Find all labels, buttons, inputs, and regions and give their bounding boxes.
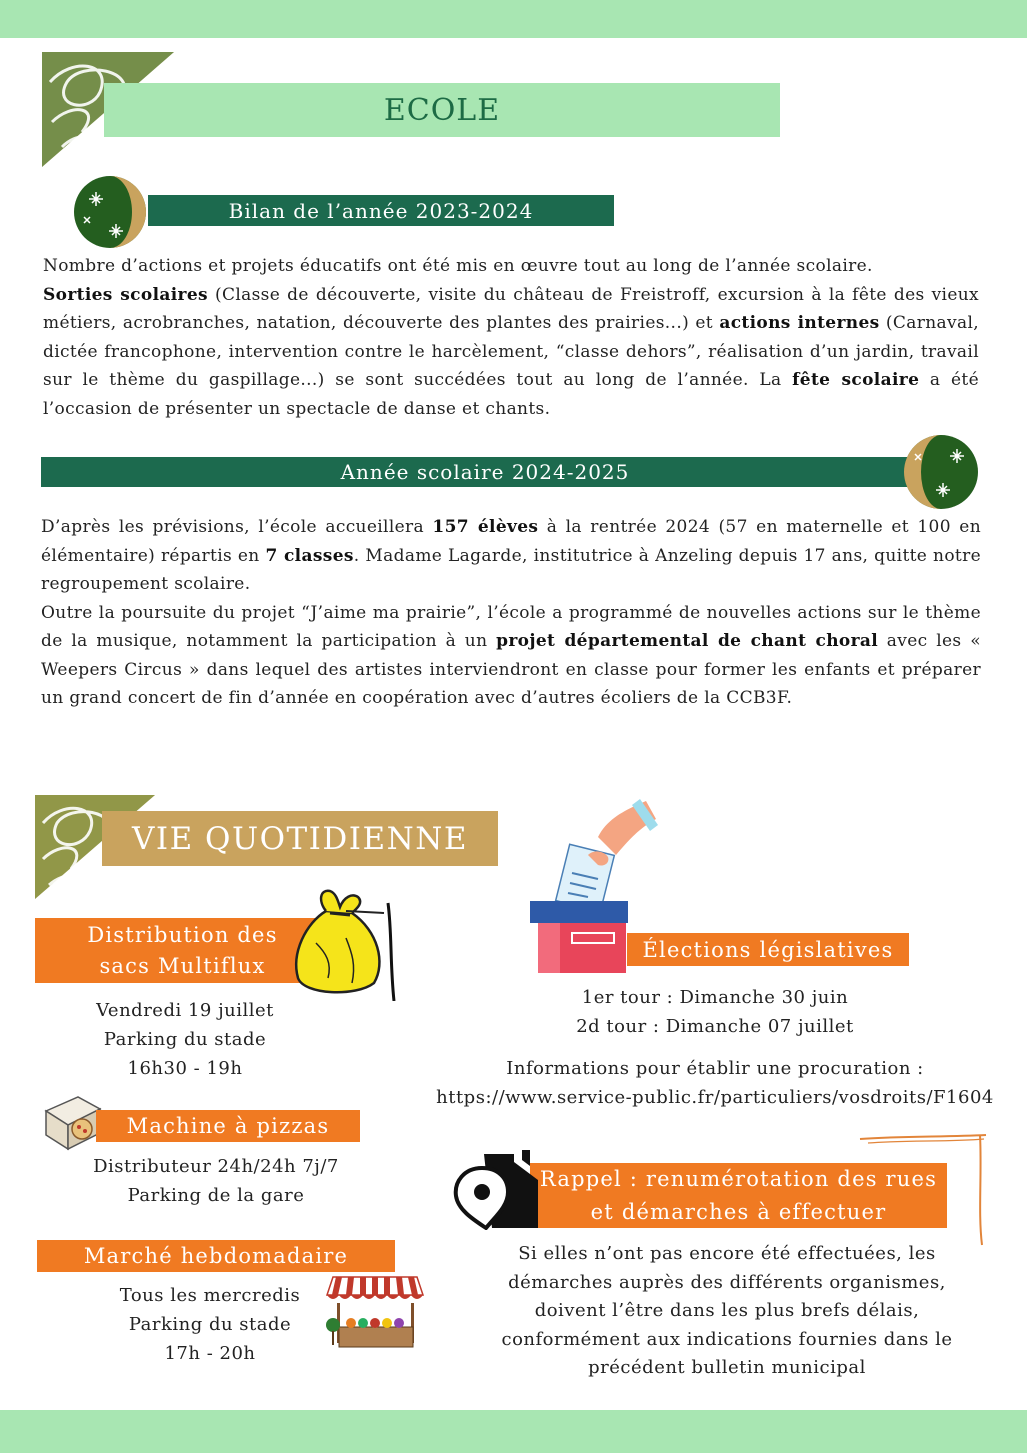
sacs-date: Vendredi 19 juillet [96,1000,274,1021]
rappel-line4: conformément aux indications fournies dans le [501,1328,953,1350]
marche-info [95,1281,325,1368]
pizza-box-icon [42,1093,102,1153]
subtitle-bilan: Bilan de l’année 2023-2024 [148,195,614,226]
rappel-title-line2: et démarches à effectuer [590,1199,887,1224]
sparkle-circle-icon [72,175,150,249]
bilan-bold-fete: fête scolaire [792,370,920,390]
sacs-title-line1: Distribution des [87,922,278,947]
header-pizza: Machine à pizzas [96,1110,360,1142]
sparkle-circle-icon [901,434,981,512]
pizza-place: Parking de la gare [127,1185,305,1206]
bottom-band [0,1410,1027,1453]
section-title-vie: VIE QUOTIDIENNE [102,811,498,866]
bilan-text2: (Classe de découverte, visite du château de Freistroff, excursion à la fête des vieux métiers, acrobranches, natation, découverte des plantes des prairies...) et [43,284,979,333]
annee-bold-projet: projet départemental de chant choral [496,631,879,651]
elections-round2: 2d tour : Dimanche 07 juillet [576,1016,854,1037]
bilan-bold-actions: actions internes [719,313,880,333]
bilan-bold-sorties: Sorties scolaires [43,284,208,305]
bilan-text4: a été l’occasion de présenter un spectacle de danse et chants. [43,370,979,419]
header-rappel [530,1163,947,1228]
annee-text2: à la rentrée 2024 (57 en maternelle et 100 en élémentaire) répartis en [41,517,982,566]
annee-text4: Outre la poursuite du projet “J’aime ma prairie”, l’école a programmé de nouvelles actions sur le thème de la musique, notamment la participation à un [41,602,981,651]
bilan-line1: Nombre d’actions et projets éducatifs ont été mis en œuvre tout au long de l’année scolaire. [43,256,873,276]
header-elections: Élections législatives [627,933,909,966]
elections-round1: 1er tour : Dimanche 30 juin [581,987,849,1008]
annee-text5: avec les « Weepers Circus » dans lequel des artistes interviendront en classe pour former les enfants et préparer un grand concert de fin d’année en coopération avec d’autres écoliers de la CCB3F. [41,631,981,708]
top-band [0,0,1027,38]
rappel-line1: Si elles n’ont pas encore été effectuées, les [518,1243,936,1264]
sacs-time: 16h30 - 19h [127,1058,243,1079]
pizza-hours: Distributeur 24h/24h 7j/7 [93,1156,339,1177]
rappel-info [472,1240,982,1383]
sacs-place: Parking du stade [103,1029,267,1050]
rappel-title-line1: Rappel : renumérotation des rues [539,1166,938,1191]
market-stall-icon [325,1275,425,1353]
rappel-line3: doivent l’être dans les plus brefs délais, [534,1300,920,1321]
bilan-text3: (Carnaval, dictée francophone, intervention contre le harcèlement, “classe dehors”, réalisation d’un jardin, travail sur le thème du gaspillage...) se sont succédées tout au long de l’année. La [43,313,979,390]
sacs-info [35,996,335,1083]
garbage-bag-icon [286,883,396,1001]
location-house-icon [452,1150,546,1230]
rappel-line2: démarches auprès des différents organismes, [508,1271,946,1293]
sacs-title-line2: sacs Multiflux [99,953,266,978]
procuration-label: Informations pour établir une procuration : [506,1058,924,1079]
annee-paragraph [41,513,981,713]
procuration-link[interactable]: https://www.service-public.fr/particuliers/vosdroits/F1604 [436,1087,994,1108]
marche-day: Tous les mercredis [119,1285,301,1306]
marche-time: 17h - 20h [164,1343,256,1364]
annee-text3: . Madame Lagarde, institutrice à Anzeling depuis 17 ans, quitte notre regroupement scolaire. [41,545,981,594]
rappel-line5: précédent bulletin municipal [588,1357,866,1378]
annee-text1: D’après les prévisions, l’école accueillera [41,517,433,537]
subtitle-annee: Année scolaire 2024-2025 [41,457,929,487]
annee-bold-classes: 7 classes [265,545,354,566]
marche-place: Parking du stade [128,1314,292,1335]
section-title-ecole: ECOLE [104,83,780,137]
pizza-info [86,1152,346,1210]
bilan-paragraph [43,252,979,423]
header-marche: Marché hebdomadaire [37,1240,395,1272]
elections-info [430,983,1000,1112]
annee-bold-eleves: 157 élèves [432,517,539,537]
